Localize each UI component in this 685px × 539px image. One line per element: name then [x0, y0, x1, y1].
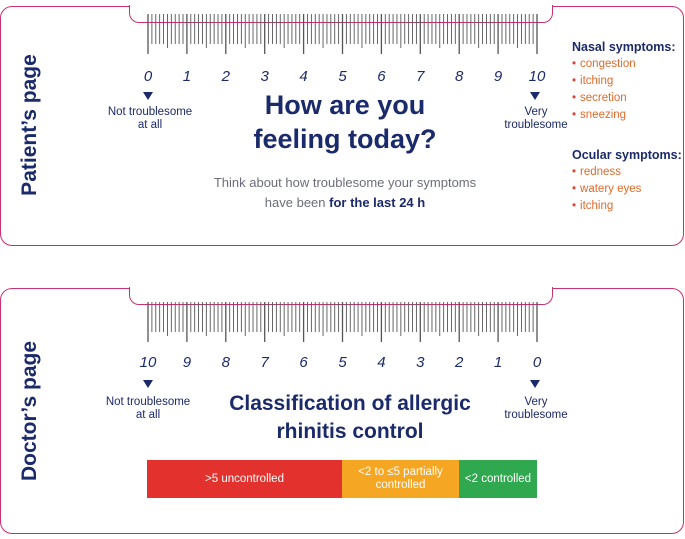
patient-prompt-line2-b: for the last 24 h	[329, 195, 426, 210]
doctor-page-title: Doctor’s page	[18, 340, 41, 482]
scale-number: 10	[139, 354, 157, 371]
list-item: • itching	[572, 200, 614, 212]
list-item: • sneezing	[572, 109, 627, 121]
scale-number: 10	[528, 68, 546, 85]
bullet-icon: •	[572, 183, 577, 195]
patient-prompt-line2-a: have been	[264, 195, 330, 210]
scale-number: 3	[260, 68, 269, 85]
ocular-symptoms-title: Ocular symptoms:	[572, 148, 682, 162]
patient-right-arrow-icon	[530, 92, 540, 100]
scale-number: 1	[493, 354, 503, 371]
patient-left-arrow-icon	[143, 92, 153, 100]
bullet-icon: •	[572, 58, 577, 70]
patient-right-label: Very troublesome	[504, 106, 568, 131]
patient-headline-line1: How are you	[264, 90, 426, 120]
doctor-headline-line2: rhinitis control	[276, 420, 424, 443]
control-classification-bar	[147, 460, 537, 498]
bullet-icon: •	[572, 75, 577, 87]
classification-segment-2: <2 controlled	[459, 460, 537, 498]
patient-prompt-line1: Think about how troublesome your symptoms	[213, 175, 477, 190]
scale-number: 9	[182, 354, 192, 371]
scale-number: 2	[221, 68, 230, 85]
scale-number: 8	[455, 68, 464, 85]
scale-number: 5	[338, 354, 347, 371]
scale-number: 4	[377, 354, 386, 371]
doctor-right-arrow-icon	[530, 380, 540, 388]
classification-segment-1: <2 to ≤5 partially controlled	[342, 460, 459, 498]
scale-number: 0	[143, 68, 153, 85]
doctor-right-label: Very troublesome	[504, 396, 568, 421]
scale-number: 0	[532, 354, 542, 371]
list-item: • redness	[572, 166, 621, 178]
patient-headline-line2: feeling today?	[253, 124, 437, 154]
patient-page-title: Patient’s page	[18, 54, 41, 196]
bullet-icon: •	[572, 200, 577, 212]
bullet-icon: •	[572, 109, 577, 121]
bullet-icon: •	[572, 166, 577, 178]
scale-number: 4	[299, 68, 308, 85]
scale-number: 7	[260, 354, 269, 371]
nasal-symptoms-list	[572, 56, 636, 124]
scale-number: 7	[416, 68, 425, 85]
bullet-icon: •	[572, 92, 577, 104]
scale-number: 3	[416, 354, 425, 371]
scale-number: 1	[182, 68, 192, 85]
scale-number: 6	[377, 68, 386, 85]
list-item: • congestion	[572, 58, 636, 70]
doctor-left-label: Not troublesome at all	[105, 396, 191, 421]
scale-number: 6	[299, 354, 308, 371]
doctor-headline-line1: Classification of allergic	[229, 392, 471, 415]
classification-segment-0: >5 uncontrolled	[147, 460, 342, 498]
list-item: • itching	[572, 75, 614, 87]
scale-number: 8	[221, 354, 230, 371]
scale-number: 9	[493, 68, 503, 85]
list-item: • watery eyes	[572, 183, 642, 195]
scale-number: 5	[338, 68, 347, 85]
list-item: • secretion	[572, 92, 627, 104]
doctor-left-arrow-icon	[143, 380, 153, 388]
patient-left-label: Not troublesome at all	[107, 106, 193, 131]
nasal-symptoms-title: Nasal symptoms:	[572, 40, 676, 54]
ocular-symptoms-list	[572, 164, 641, 215]
doctor-ruler-ticks	[0, 282, 685, 362]
patient-prompt-line2	[180, 196, 510, 209]
scale-number: 2	[455, 354, 464, 371]
